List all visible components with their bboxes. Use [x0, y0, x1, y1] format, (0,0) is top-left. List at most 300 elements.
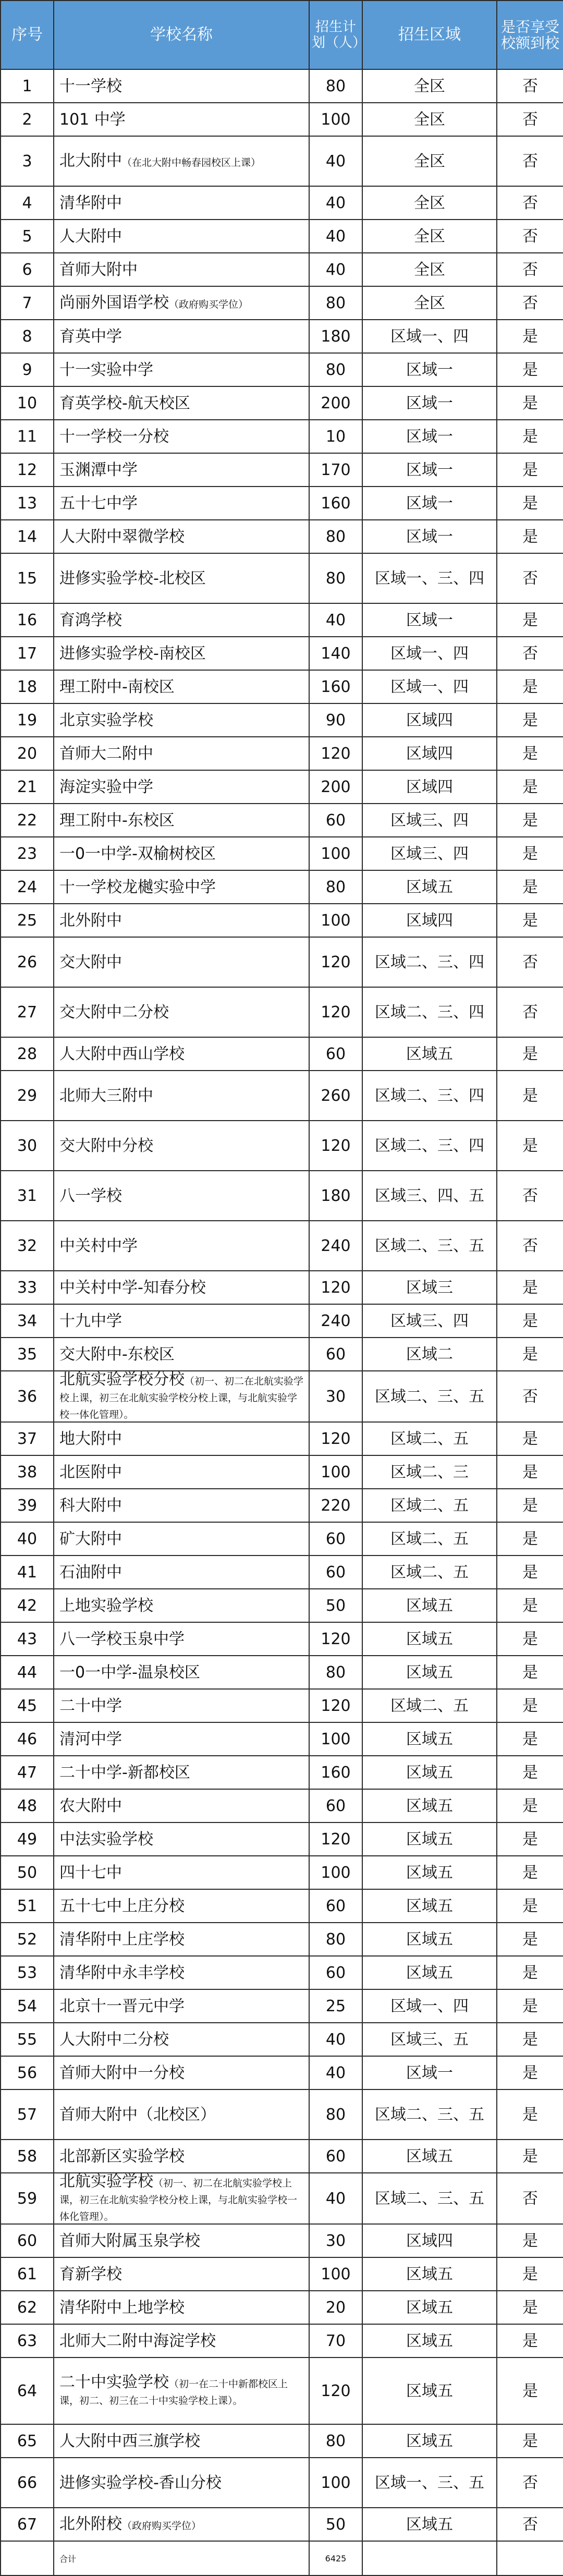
row-area: 区域一 — [362, 453, 497, 487]
row-seq: 55 — [1, 2023, 54, 2056]
row-school-name — [54, 1422, 309, 1455]
row-area: 区域三 — [362, 1271, 497, 1304]
row-quota: 是 — [497, 1522, 563, 1556]
row-quota: 是 — [497, 320, 563, 353]
row-area: 区域二、五 — [362, 1556, 497, 1589]
row-area: 区域五 — [362, 1856, 497, 1889]
row-seq: 57 — [1, 2089, 54, 2140]
row-school-name — [54, 320, 309, 353]
row-quota: 是 — [497, 1656, 563, 1689]
row-school-name — [54, 1455, 309, 1489]
table-row — [1, 2324, 563, 2358]
row-area: 区域一、三、四 — [362, 553, 497, 603]
row-area: 区域二、三、五 — [362, 1371, 497, 1422]
row-seq: 58 — [1, 2140, 54, 2173]
row-quota: 否 — [497, 286, 563, 320]
row-seq: 53 — [1, 1956, 54, 1989]
row-plan: 120 — [309, 1822, 362, 1856]
row-quota: 是 — [497, 2140, 563, 2173]
table-row — [1, 1556, 563, 1589]
school-name-text: 首师大附中一分校 — [59, 2063, 185, 2082]
row-plan: 90 — [309, 703, 362, 737]
row-plan: 240 — [309, 1304, 362, 1338]
row-school-name — [54, 2458, 309, 2508]
row-seq: 26 — [1, 937, 54, 987]
row-area: 区域二、三、五 — [362, 1221, 497, 1271]
table-row — [1, 937, 563, 987]
row-quota: 是 — [497, 1304, 563, 1338]
row-quota: 是 — [497, 2023, 563, 2056]
row-school-name — [54, 1722, 309, 1756]
row-quota: 否 — [497, 2458, 563, 2508]
row-area: 区域一、四 — [362, 1989, 497, 2023]
table-row — [1, 1923, 563, 1956]
row-seq: 17 — [1, 637, 54, 670]
school-name-text: 北京实验学校 — [59, 711, 153, 730]
school-note-text: （初一、初二在北航实验学校上课，初三在北航实验学校分校上课，与北航实验学校一体化管理）。 — [59, 2178, 298, 2222]
school-name-text: 交大附中 — [59, 953, 122, 971]
row-plan: 80 — [309, 1923, 362, 1956]
row-school-name — [54, 2089, 309, 2140]
row-area: 区域二、五 — [362, 1689, 497, 1722]
table-row — [1, 1756, 563, 1789]
row-plan: 70 — [309, 2324, 362, 2358]
row-quota: 是 — [497, 2224, 563, 2257]
row-plan: 100 — [309, 1856, 362, 1889]
row-plan: 40 — [309, 136, 362, 186]
row-plan: 80 — [309, 69, 362, 103]
row-seq: 50 — [1, 1856, 54, 1889]
row-plan: 120 — [309, 1422, 362, 1455]
row-quota: 是 — [497, 1455, 563, 1489]
row-school-name — [54, 1489, 309, 1522]
school-name-text: 一0一中学-双榆树校区 — [59, 844, 216, 863]
row-school-name — [54, 1304, 309, 1338]
row-area: 区域二、五 — [362, 1489, 497, 1522]
row-school-name — [54, 1656, 309, 1689]
row-seq: 29 — [1, 1071, 54, 1121]
total-quota-cell — [497, 2541, 563, 2575]
row-seq: 28 — [1, 1037, 54, 1071]
school-name-text: 人大附中西山学校 — [59, 1044, 185, 1063]
row-quota: 否 — [497, 103, 563, 136]
school-name-text: 人大附中翠微学校 — [59, 527, 185, 546]
row-plan: 200 — [309, 770, 362, 804]
row-plan: 60 — [309, 1522, 362, 1556]
school-name-text: 首师大附属玉泉学校 — [59, 2231, 200, 2250]
school-name-text: 101 中学 — [59, 110, 126, 129]
row-plan: 120 — [309, 737, 362, 770]
row-quota: 否 — [497, 220, 563, 253]
row-area: 区域四 — [362, 2224, 497, 2257]
row-seq: 8 — [1, 320, 54, 353]
table-row — [1, 2257, 563, 2291]
row-quota: 是 — [497, 420, 563, 453]
table-row — [1, 1371, 563, 1422]
row-school-name — [54, 1556, 309, 1589]
row-quota: 是 — [497, 1489, 563, 1522]
table-row — [1, 637, 563, 670]
row-school-name — [54, 453, 309, 487]
row-school-name — [54, 2508, 309, 2541]
school-note-text: （初一、初二在北航实验学校上课，初三在北航实验学校分校上课，与北航实验学校一体化管理）。 — [59, 1376, 304, 1420]
table-row — [1, 837, 563, 870]
row-seq: 54 — [1, 1989, 54, 2023]
row-area: 区域一 — [362, 420, 497, 453]
row-quota: 是 — [497, 1989, 563, 2023]
table-row — [1, 2424, 563, 2458]
row-quota: 是 — [497, 1822, 563, 1856]
school-name-text: 十一学校龙樾实验中学 — [59, 878, 216, 896]
row-area: 区域一、四 — [362, 637, 497, 670]
row-plan: 100 — [309, 837, 362, 870]
row-plan: 20 — [309, 2291, 362, 2324]
row-area: 区域五 — [362, 2140, 497, 2173]
row-quota: 是 — [497, 603, 563, 637]
row-area: 区域二、三、四 — [362, 987, 497, 1037]
row-area: 区域二、三、五 — [362, 2089, 497, 2140]
row-school-name — [54, 1071, 309, 1121]
row-area: 全区 — [362, 186, 497, 220]
table-row — [1, 103, 563, 136]
table-row — [1, 1489, 563, 1522]
row-seq: 11 — [1, 420, 54, 453]
table-row — [1, 553, 563, 603]
row-plan: 100 — [309, 1455, 362, 1489]
row-area: 区域四 — [362, 904, 497, 937]
row-school-name — [54, 1889, 309, 1923]
row-school-name — [54, 1271, 309, 1304]
row-area: 区域四 — [362, 770, 497, 804]
row-school-name — [54, 2324, 309, 2358]
row-seq: 13 — [1, 487, 54, 520]
table-row — [1, 320, 563, 353]
row-plan: 80 — [309, 520, 362, 553]
row-seq: 14 — [1, 520, 54, 553]
row-seq: 60 — [1, 2224, 54, 2257]
school-name-text: 一0一中学-温泉校区 — [59, 1663, 200, 1682]
row-school-name — [54, 937, 309, 987]
row-school-name — [54, 520, 309, 553]
table-row — [1, 1622, 563, 1656]
row-school-name — [54, 1371, 309, 1422]
row-area: 区域一 — [362, 603, 497, 637]
row-plan: 120 — [309, 2358, 362, 2424]
row-school-name — [54, 804, 309, 837]
row-area: 区域一 — [362, 353, 497, 386]
table-row — [1, 1422, 563, 1455]
table-row — [1, 1689, 563, 1722]
row-plan: 50 — [309, 2508, 362, 2541]
row-plan: 100 — [309, 103, 362, 136]
row-area: 区域一、四 — [362, 320, 497, 353]
school-name-text: 十一学校一分校 — [59, 427, 169, 446]
total-seq-cell — [1, 2541, 54, 2575]
row-quota: 是 — [497, 1271, 563, 1304]
school-name-text: 石油附中 — [59, 1563, 122, 1582]
row-area: 区域五 — [362, 1956, 497, 1989]
row-quota: 是 — [497, 1856, 563, 1889]
table-row — [1, 253, 563, 286]
row-quota: 是 — [497, 1789, 563, 1822]
row-quota: 否 — [497, 1221, 563, 1271]
row-seq: 36 — [1, 1371, 54, 1422]
row-school-name — [54, 186, 309, 220]
row-school-name — [54, 1589, 309, 1622]
table-row — [1, 770, 563, 804]
table-row — [1, 1221, 563, 1271]
row-school-name — [54, 2173, 309, 2224]
row-seq: 59 — [1, 2173, 54, 2224]
row-quota: 是 — [497, 2424, 563, 2458]
row-plan: 40 — [309, 2056, 362, 2089]
row-seq: 38 — [1, 1455, 54, 1489]
row-seq: 63 — [1, 2324, 54, 2358]
table-body — [1, 69, 563, 2541]
row-seq: 15 — [1, 553, 54, 603]
row-area: 区域五 — [362, 2291, 497, 2324]
row-quota: 否 — [497, 2508, 563, 2541]
row-quota: 是 — [497, 804, 563, 837]
row-quota: 否 — [497, 186, 563, 220]
row-quota: 是 — [497, 353, 563, 386]
row-area: 区域二、三、四 — [362, 1121, 497, 1171]
row-quota: 是 — [497, 837, 563, 870]
row-plan: 60 — [309, 1037, 362, 1071]
row-quota: 否 — [497, 637, 563, 670]
school-name-text: 地大附中 — [59, 1429, 122, 1448]
row-school-name — [54, 487, 309, 520]
row-school-name — [54, 286, 309, 320]
row-plan: 60 — [309, 1956, 362, 1989]
school-name-text: 十一学校 — [59, 77, 122, 95]
school-name-text: 北师大二附中海淀学校 — [59, 2331, 216, 2350]
row-school-name — [54, 1121, 309, 1171]
header-seq: 序号 — [1, 1, 54, 69]
row-quota: 是 — [497, 1037, 563, 1071]
row-school-name — [54, 103, 309, 136]
row-school-name — [54, 1171, 309, 1221]
row-plan: 260 — [309, 1071, 362, 1121]
row-quota: 是 — [497, 453, 563, 487]
row-school-name — [54, 837, 309, 870]
school-name-text: 育新学校 — [59, 2265, 122, 2283]
row-seq: 4 — [1, 186, 54, 220]
table-row — [1, 1037, 563, 1071]
row-school-name — [54, 637, 309, 670]
header-school-name: 学校名称 — [54, 1, 309, 69]
table-row — [1, 670, 563, 703]
table-row — [1, 1071, 563, 1121]
row-seq: 52 — [1, 1923, 54, 1956]
school-note-text: （在北大附中畅春园校区上课） — [122, 157, 261, 168]
row-plan: 40 — [309, 2173, 362, 2224]
row-plan: 80 — [309, 2424, 362, 2458]
row-school-name — [54, 904, 309, 937]
row-quota: 是 — [497, 2324, 563, 2358]
table-row — [1, 2224, 563, 2257]
school-name-text: 交大附中分校 — [59, 1136, 153, 1155]
row-quota: 是 — [497, 1422, 563, 1455]
table-row — [1, 69, 563, 103]
school-name-text: 海淀实验中学 — [59, 777, 153, 796]
school-name-text: 中法实验学校 — [59, 1830, 153, 1849]
row-school-name — [54, 1221, 309, 1271]
row-seq: 40 — [1, 1522, 54, 1556]
school-name-text: 北大附中 — [59, 152, 122, 170]
row-school-name — [54, 2224, 309, 2257]
row-seq: 39 — [1, 1489, 54, 1522]
table-row — [1, 520, 563, 553]
school-note-text: （政府购买学位） — [122, 2520, 202, 2532]
row-quota: 否 — [497, 1171, 563, 1221]
row-plan: 40 — [309, 253, 362, 286]
row-quota: 否 — [497, 2173, 563, 2224]
row-quota: 是 — [497, 770, 563, 804]
school-name-text: 理工附中-南校区 — [59, 677, 175, 696]
table-row — [1, 1789, 563, 1822]
row-plan: 160 — [309, 487, 362, 520]
row-seq: 6 — [1, 253, 54, 286]
row-school-name — [54, 987, 309, 1037]
total-plan: 6425 — [309, 2541, 362, 2575]
school-name-text: 交大附中二分校 — [59, 1003, 169, 1022]
table-row — [1, 2140, 563, 2173]
row-area: 全区 — [362, 69, 497, 103]
table-row — [1, 870, 563, 904]
row-school-name — [54, 136, 309, 186]
school-name-text: 北外附校 — [59, 2515, 122, 2533]
school-note-text: （政府购买学位） — [169, 299, 249, 310]
row-school-name — [54, 2291, 309, 2324]
row-area: 区域四 — [362, 703, 497, 737]
row-quota: 是 — [497, 737, 563, 770]
row-area: 区域二、三 — [362, 1455, 497, 1489]
row-area: 全区 — [362, 286, 497, 320]
row-school-name — [54, 870, 309, 904]
row-plan: 60 — [309, 1556, 362, 1589]
row-plan: 100 — [309, 1722, 362, 1756]
row-area: 区域三、五 — [362, 2023, 497, 2056]
row-quota: 是 — [497, 1622, 563, 1656]
row-plan: 100 — [309, 2458, 362, 2508]
school-name-text: 清河中学 — [59, 1730, 122, 1748]
row-seq: 7 — [1, 286, 54, 320]
row-area: 区域五 — [362, 1622, 497, 1656]
row-school-name — [54, 353, 309, 386]
row-seq: 43 — [1, 1622, 54, 1656]
row-school-name — [54, 1789, 309, 1822]
row-school-name — [54, 2140, 309, 2173]
school-name-text: 首师大附中 — [59, 260, 138, 279]
row-plan: 120 — [309, 1121, 362, 1171]
table-row — [1, 1956, 563, 1989]
row-area: 全区 — [362, 220, 497, 253]
table-row — [1, 1889, 563, 1923]
row-area: 区域五 — [362, 2257, 497, 2291]
row-quota: 是 — [497, 1556, 563, 1589]
row-plan: 100 — [309, 904, 362, 937]
table-row — [1, 453, 563, 487]
row-plan: 100 — [309, 2257, 362, 2291]
row-school-name — [54, 253, 309, 286]
table-row — [1, 386, 563, 420]
school-name-text: 北外附中 — [59, 911, 122, 930]
row-seq: 2 — [1, 103, 54, 136]
table-row — [1, 987, 563, 1037]
row-area: 全区 — [362, 253, 497, 286]
school-name-text: 首师大二附中 — [59, 744, 153, 763]
row-school-name — [54, 553, 309, 603]
row-quota: 否 — [497, 987, 563, 1037]
row-plan: 30 — [309, 2224, 362, 2257]
row-area: 区域四 — [362, 737, 497, 770]
school-name-text: 清华附中上地学校 — [59, 2298, 185, 2317]
row-plan: 200 — [309, 386, 362, 420]
row-school-name — [54, 1989, 309, 2023]
row-plan: 80 — [309, 553, 362, 603]
row-plan: 80 — [309, 286, 362, 320]
school-name-text: 五十七中上庄分校 — [59, 1897, 185, 1915]
row-seq: 45 — [1, 1689, 54, 1722]
table-row — [1, 2291, 563, 2324]
school-name-text: 尚丽外国语学校 — [59, 294, 169, 312]
row-seq: 62 — [1, 2291, 54, 2324]
row-area: 区域五 — [362, 1656, 497, 1689]
row-plan: 240 — [309, 1221, 362, 1271]
row-area: 区域五 — [362, 1889, 497, 1923]
row-area: 区域三、四、五 — [362, 1171, 497, 1221]
school-name-text: 科大附中 — [59, 1496, 122, 1515]
row-area: 区域五 — [362, 1722, 497, 1756]
row-seq: 42 — [1, 1589, 54, 1622]
row-quota: 是 — [497, 904, 563, 937]
school-name-text: 十一实验中学 — [59, 360, 153, 379]
total-row — [1, 2541, 563, 2575]
row-plan: 180 — [309, 1171, 362, 1221]
row-plan: 140 — [309, 637, 362, 670]
row-quota: 否 — [497, 1371, 563, 1422]
row-school-name — [54, 1689, 309, 1722]
row-plan: 120 — [309, 1271, 362, 1304]
school-name-text: 北航实验学校 — [59, 2172, 153, 2191]
row-quota: 是 — [497, 1689, 563, 1722]
row-school-name — [54, 220, 309, 253]
row-quota: 是 — [497, 1923, 563, 1956]
row-plan: 10 — [309, 420, 362, 453]
table-row — [1, 2358, 563, 2424]
table-row — [1, 2508, 563, 2541]
school-name-text: 上地实验学校 — [59, 1596, 153, 1615]
table-row — [1, 136, 563, 186]
row-area: 区域三、四 — [362, 804, 497, 837]
row-school-name — [54, 1822, 309, 1856]
row-seq: 9 — [1, 353, 54, 386]
row-area: 区域一 — [362, 2056, 497, 2089]
row-seq: 3 — [1, 136, 54, 186]
table-row — [1, 2089, 563, 2140]
row-area: 区域五 — [362, 2324, 497, 2358]
row-area: 区域一、四 — [362, 670, 497, 703]
row-school-name — [54, 69, 309, 103]
row-plan: 60 — [309, 1338, 362, 1371]
row-school-name — [54, 2424, 309, 2458]
table-row — [1, 1522, 563, 1556]
total-area-cell — [362, 2541, 497, 2575]
row-quota: 是 — [497, 386, 563, 420]
row-school-name — [54, 1956, 309, 1989]
school-name-text: 农大附中 — [59, 1796, 122, 1815]
